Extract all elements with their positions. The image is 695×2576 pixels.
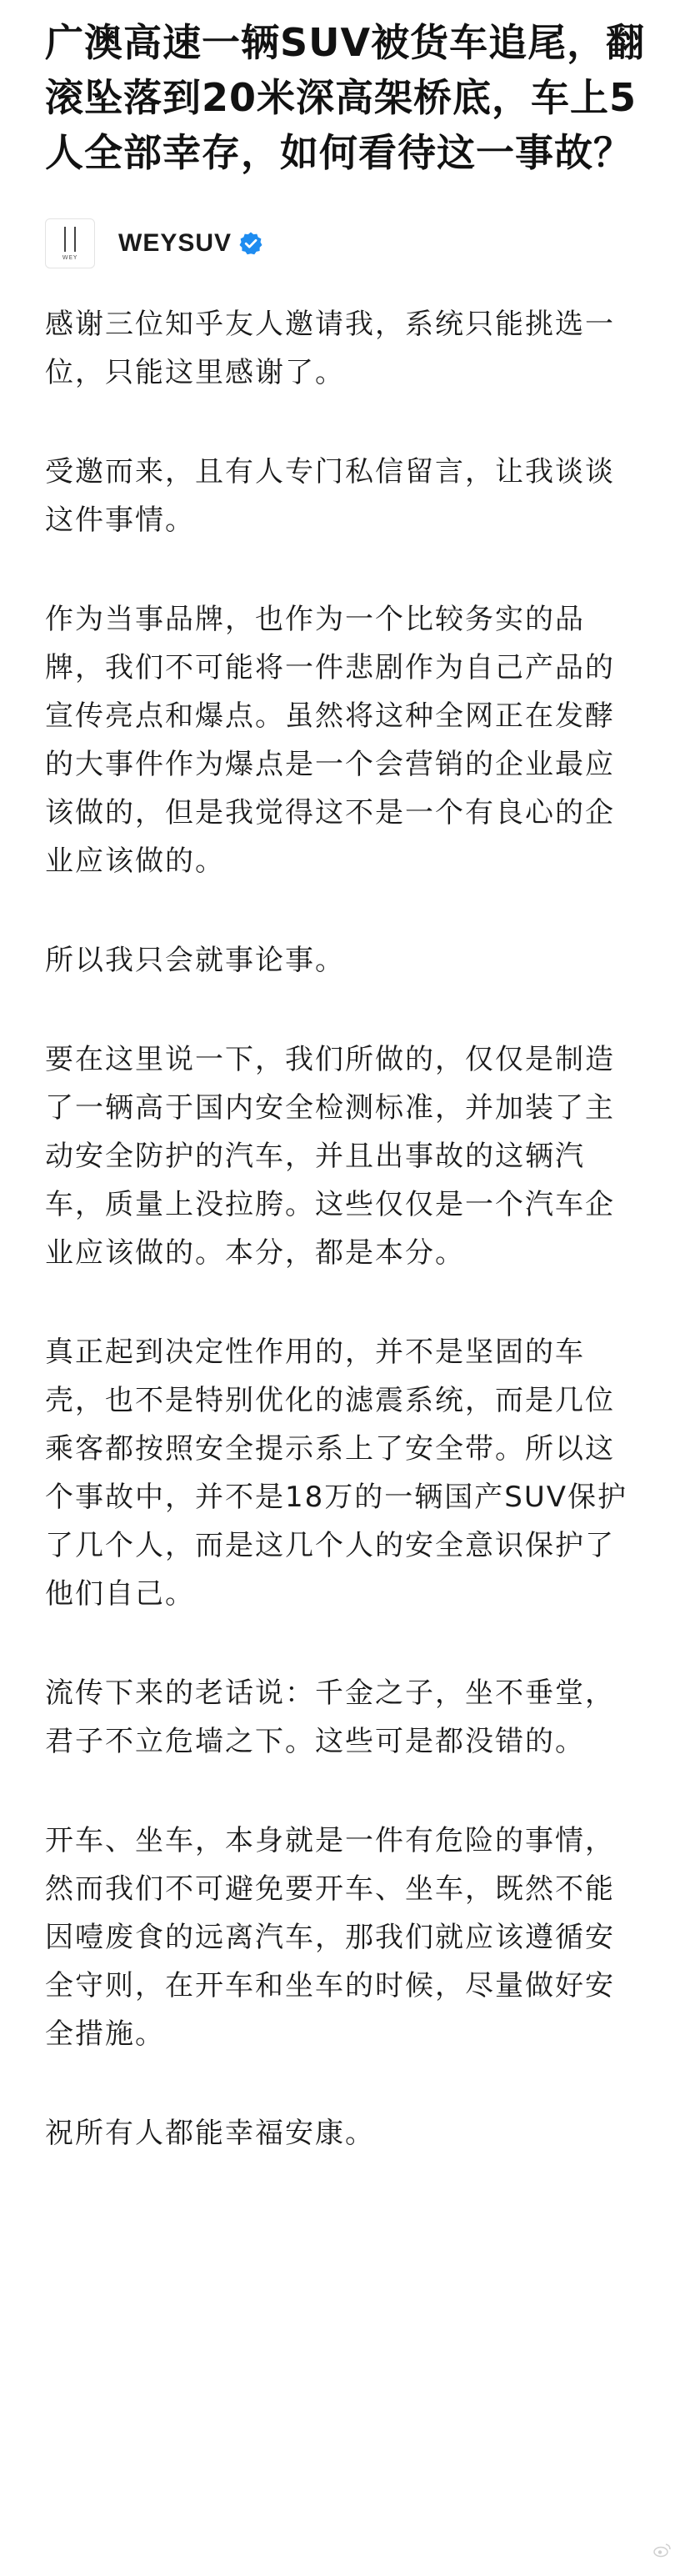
author-row[interactable] (45, 217, 670, 270)
answer-paragraph: 所以我只会就事论事。 (45, 944, 345, 977)
answer-paragraph: 真正起到决定性作用的，并不是坚固的车壳，也不是特别优化的滤震系统，而是几位乘客都按照安全提示系上了安全带。所以这个事故中，并不是18万的一辆国产SUV保护了几个人，而是这几个人的安全意识保护了他们自己。 (45, 1336, 628, 1611)
answer-body (45, 300, 670, 2158)
answer-paragraph: 要在这里说一下，我们所做的，仅仅是制造了一辆高于国内安全检测标准，并加装了主动安全防护的汽车，并且出事故的这辆汽车，质量上没拉胯。这些仅仅是一个汽车企业应该做的。本分，都是本分。 (45, 1043, 615, 1270)
weibo-icon (653, 2543, 672, 2558)
avatar-text: WEY (62, 253, 78, 261)
answer-paragraph: 感谢三位知乎友人邀请我，系统只能挑选一位，只能这里感谢了。 (45, 308, 615, 389)
watermark (653, 2543, 677, 2558)
answer-paragraph: 祝所有人都能幸福安康。 (45, 2117, 375, 2150)
answer-paragraph: 作为当事品牌，也作为一个比较务实的品牌，我们不可能将一件悲剧作为自己产品的宣传亮点和爆点。虽然将这种全网正在发酵的大事件作为爆点是一个会营销的企业最应该做的，但是我觉得这不是一个有良心的企业应该做的。 (45, 603, 615, 878)
question-title[interactable]: 广澳高速一辆SUV被货车追尾，翻滚坠落到20米深高架桥底，车上5人全部幸存，如何看待这一事故？ (45, 20, 646, 175)
avatar[interactable] (45, 218, 95, 268)
verified-badge-icon (238, 231, 263, 256)
answer-paragraph: 受邀而来，且有人专门私信留言，让我谈谈这件事情。 (45, 455, 615, 537)
answer-paragraph: 开车、坐车，本身就是一件有危险的事情，然而我们不可避免要开车、坐车，既然不能因噎废食的远离汽车，那我们就应该遵循安全守则，在开车和坐车的时候，尽量做好安全措施。 (45, 1824, 615, 2051)
author-name[interactable]: WEYSUV (118, 229, 232, 257)
answer-paragraph: 流传下来的老话说：千金之子，坐不垂堂，君子不立危墙之下。这些可是都没错的。 (45, 1676, 615, 1758)
wey-logo-icon (64, 227, 76, 252)
